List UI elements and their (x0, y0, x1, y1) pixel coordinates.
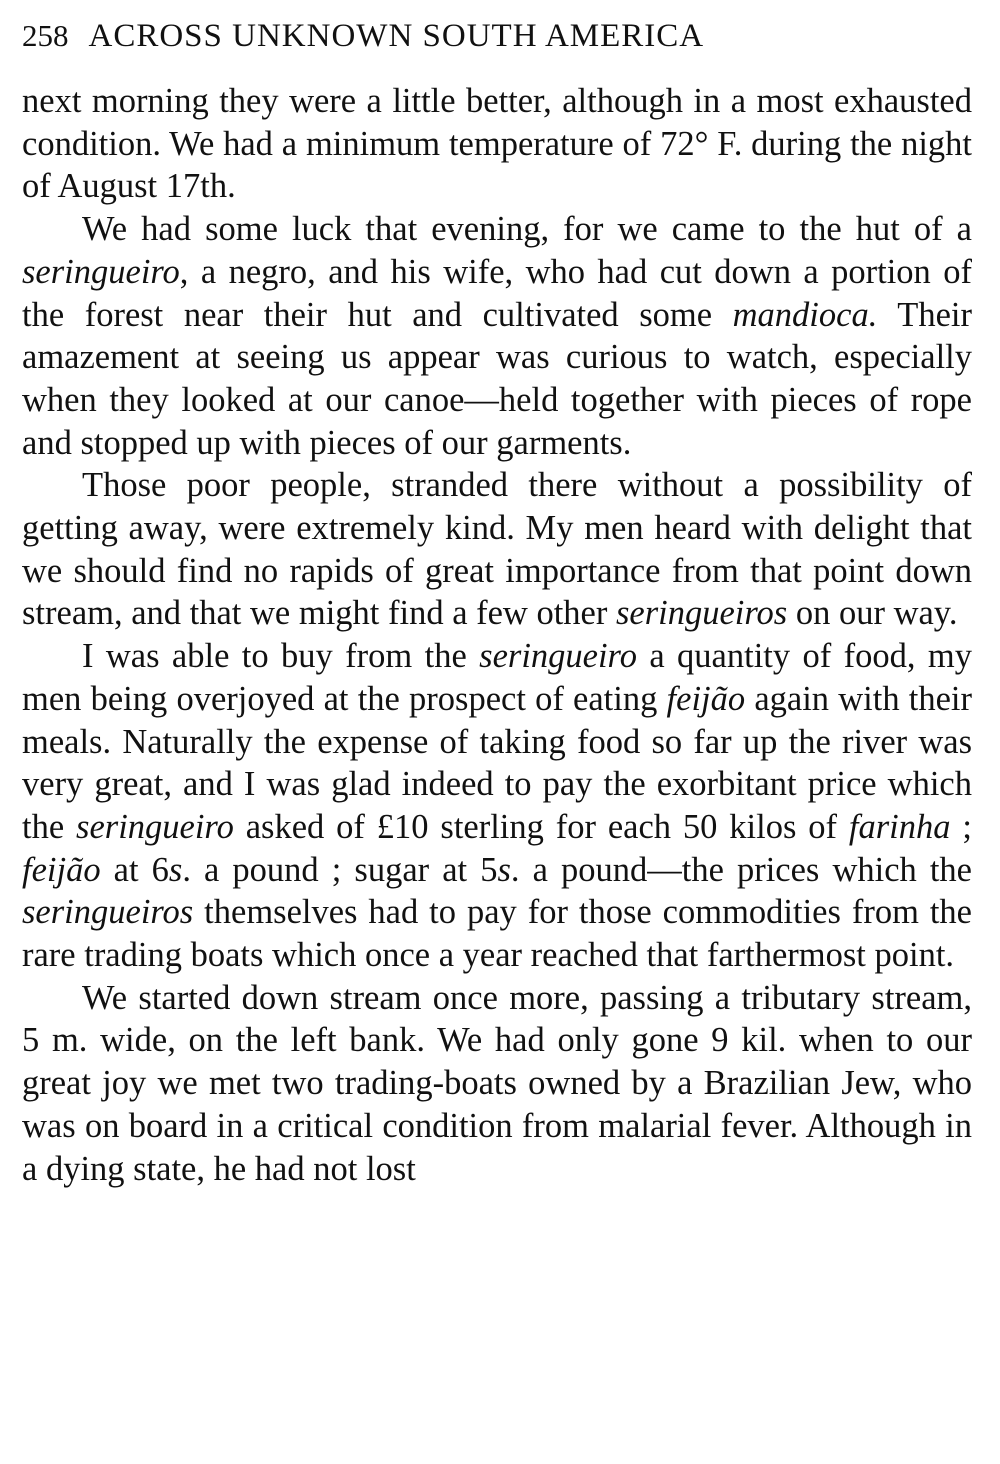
italic-text: feijão (666, 679, 746, 718)
text-segment: at 6 (100, 850, 169, 889)
text-segment: ; (950, 807, 972, 846)
page-number: 258 (22, 18, 69, 53)
text-segment: themselves had to pay for those commodities from the rare trading boats which once a year reached that farthermost point. (22, 893, 972, 975)
paragraph (22, 635, 972, 977)
book-page (22, 18, 972, 1190)
paragraph (22, 464, 972, 635)
italic-text: mandioca. (732, 295, 878, 334)
text-segment: Their amazement at seeing us appear was curious to watch, especially when they looked at our canoe—held together with pieces of rope and stopped up with pieces of our garments. (22, 295, 972, 462)
italic-text: seringueiros (22, 893, 194, 932)
text-segment: again with their meals. Naturally the expense of taking food so far up the river was very great, and I was glad indeed to pay the exorbitant price which the (22, 679, 972, 846)
italic-text: s (497, 850, 511, 889)
text-segment: We had some luck that evening, for we came to the hut of a (82, 210, 972, 249)
italic-text: s (168, 850, 183, 889)
text-segment: asked of £10 sterling for each 50 kilos of (233, 807, 849, 846)
paragraph (22, 80, 972, 208)
text-segment: next morning they were a little better, although in a most exhausted condition. We had a minimum temperature of 72° F. during the night of August 17th. (22, 82, 972, 206)
text-segment: Those poor people, stranded there without a possibility of getting away, were extremely kind. My men heard with delight that we should find no rapids of great importance from that point down stream, and that we might find a few other (22, 466, 972, 633)
text-segment: We started down stream once more, passing a tributary stream, 5 m. wide, on the left bank. We had only gone 9 kil. when to our great joy we met two trading-boats owned by a Brazilian Jew, who was on board in a critical condition from malarial fever. Although in a dying state, he had not lost (22, 978, 972, 1188)
text-segment: I was able to buy from the (82, 637, 480, 676)
paragraph (22, 977, 972, 1191)
italic-text: seringueiro (76, 807, 234, 846)
italic-text: feijão (22, 850, 101, 889)
running-head: ACROSS UNKNOWN SOUTH AMERICA (88, 18, 705, 54)
text-segment: on our way. (787, 594, 958, 633)
italic-text: seringueiros (615, 594, 788, 633)
text-segment: , a negro, and his wife, who had cut down a portion of the forest near their hut and cultivated some (22, 252, 972, 334)
paragraph (22, 208, 972, 464)
page-header (22, 18, 972, 62)
italic-text: seringueiro (479, 637, 637, 676)
text-segment: a quantity of food, my men being overjoyed at the prospect of eating (22, 637, 972, 718)
body-text (22, 80, 972, 1190)
text-segment: . a pound ; sugar at 5 (182, 850, 498, 889)
italic-text: farinha (848, 807, 951, 846)
italic-text: seringueiro (22, 252, 180, 291)
text-segment: . a pound—the prices which the (510, 850, 972, 889)
